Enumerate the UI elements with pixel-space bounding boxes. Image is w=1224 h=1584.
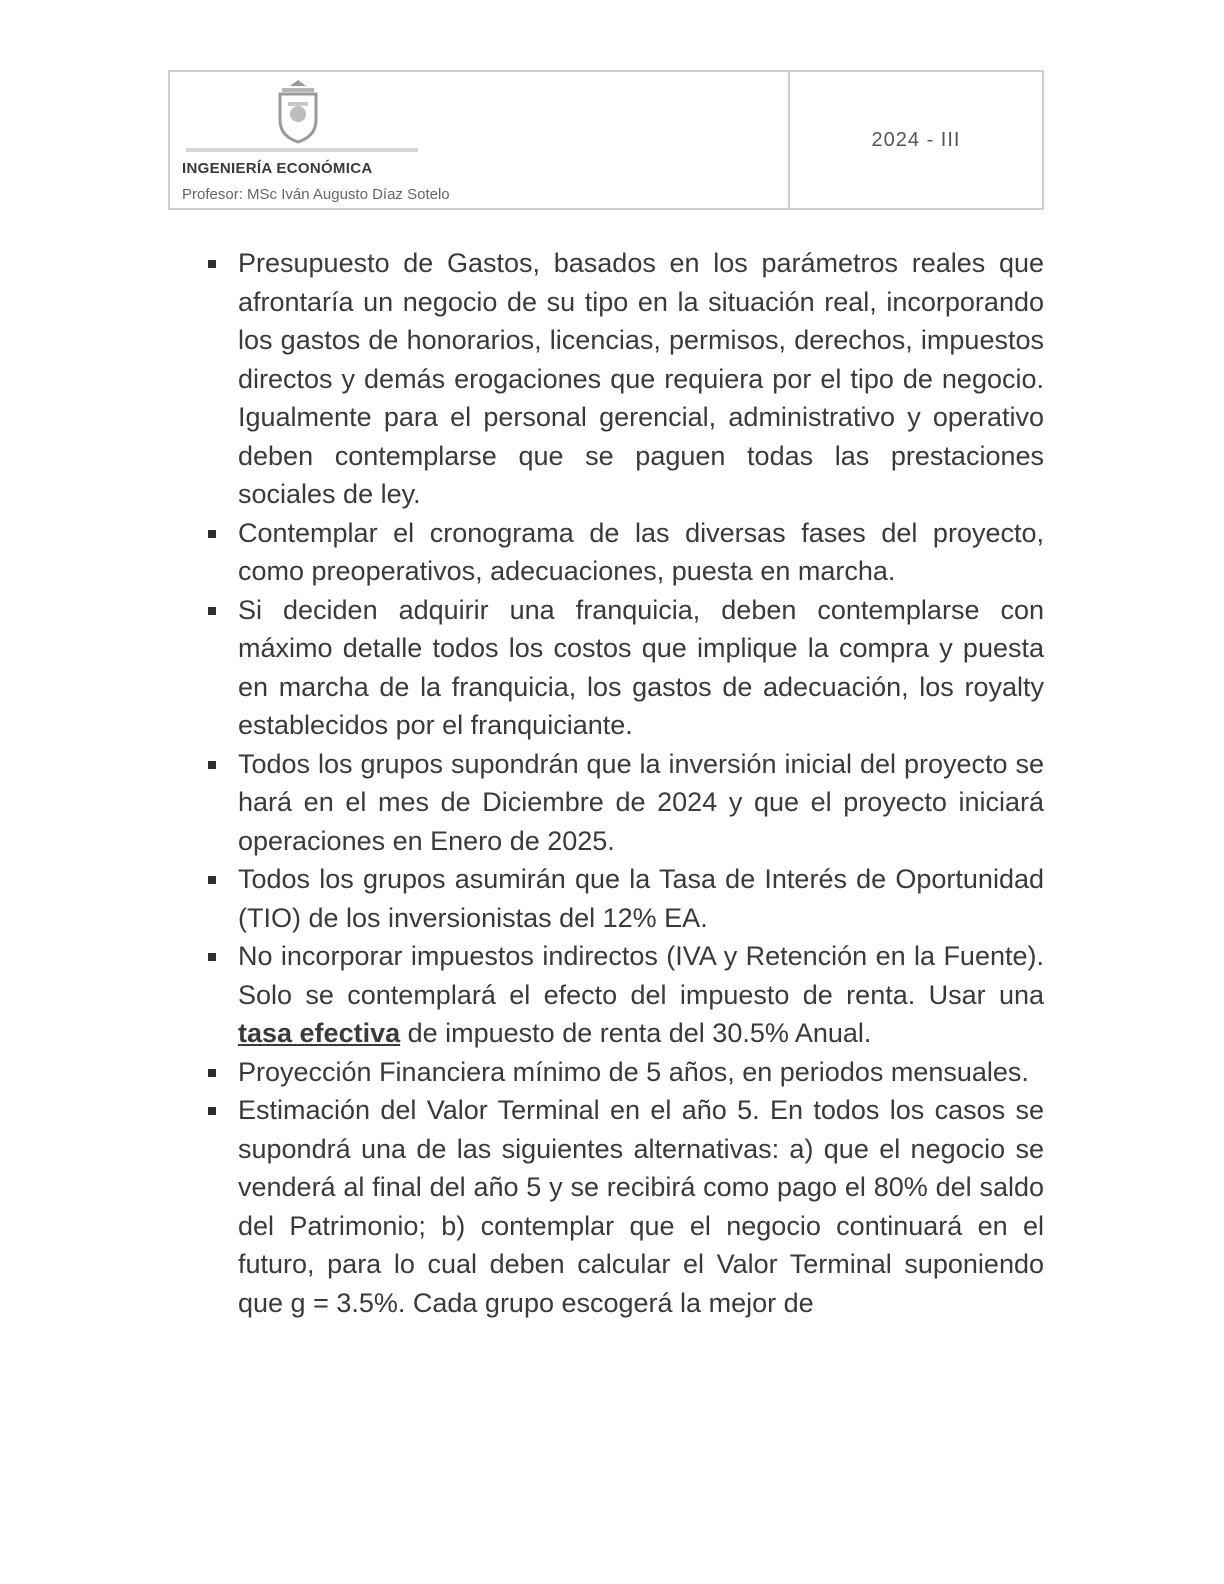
list-item-text: Estimación del Valor Terminal en el año 5. En todos los casos se supondrá una de las siguientes alternativas: a) que el negocio se venderá al final del año 5 y se recibirá como pago el 80% del saldo del Patrimonio; b) contemplar que el negocio continuará en el futuro, para lo cual deben calcular el Valor Terminal suponiendo que g = 3.5%. Cada grupo escogerá la mejor de <box>238 1095 1044 1318</box>
list-item-text: Presupuesto de Gastos, basados en los parámetros reales que afrontaría un negocio de su tipo en la situación real, incorporando los gastos de honorarios, licencias, permisos, derechos, impuestos directos y demás erogaciones que requiera por el tipo de negocio. Igualmente para el personal gerencial, administrativo y operativo deben contemplarse que se paguen todas las prestaciones sociales de ley. <box>238 248 1044 509</box>
list-item <box>200 1091 1044 1322</box>
header-table <box>168 70 1044 210</box>
list-item-text-pre: No incorporar impuestos indirectos (IVA y Retención en la Fuente). Solo se contemplará el efecto del impuesto de renta. Usar una <box>238 941 1044 1010</box>
academic-period: 2024 - III <box>871 128 961 151</box>
list-item <box>200 745 1044 861</box>
course-title: INGENIERÍA ECONÓMICA <box>182 160 373 177</box>
requirements-list <box>200 244 1044 1322</box>
list-item-text-post: de impuesto de renta del 30.5% Anual. <box>400 1018 872 1048</box>
list-item-text: Todos los grupos asumirán que la Tasa de Interés de Oportunidad (TIO) de los inversionistas del 12% EA. <box>238 864 1044 933</box>
list-item <box>200 860 1044 937</box>
period-cell <box>790 72 1042 208</box>
header-left-cell <box>170 72 790 208</box>
list-item <box>200 514 1044 591</box>
crest-caption-rule <box>186 148 418 152</box>
list-item-text: Proyección Financiera mínimo de 5 años, en periodos mensuales. <box>238 1056 1029 1087</box>
list-item <box>200 937 1044 1053</box>
list-item-text: Todos los grupos supondrán que la inversión inicial del proyecto se hará en el mes de Diciembre de 2024 y que el proyecto iniciará operaciones en Enero de 2025. <box>238 748 1044 856</box>
effective-rate-emphasis: tasa efectiva <box>238 1018 401 1048</box>
university-crest-icon <box>268 76 328 146</box>
professor-name: Profesor: MSc Iván Augusto Díaz Sotelo <box>182 186 450 203</box>
list-item <box>200 591 1044 745</box>
list-item-text: Contemplar el cronograma de las diversas fases del proyecto, como preoperativos, adecuaciones, puesta en marcha. <box>238 517 1044 586</box>
list-item-text: Si deciden adquirir una franquicia, deben contemplarse con máximo detalle todos los costos que implique la compra y puesta en marcha de la franquicia, los gastos de adecuación, los royalty establecidos por el franquiciante. <box>238 594 1044 740</box>
list-item <box>200 1053 1044 1092</box>
list-item <box>200 244 1044 514</box>
